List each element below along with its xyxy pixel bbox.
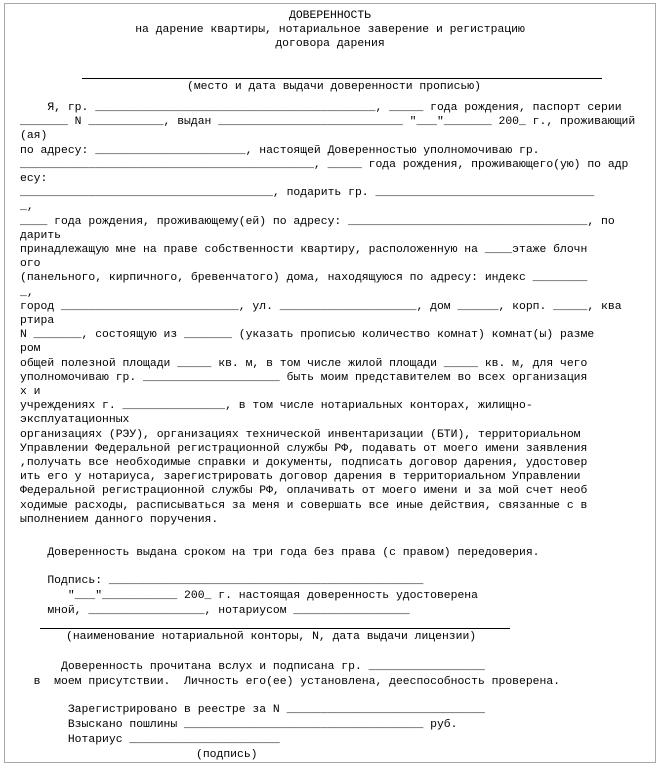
body-line: организациях (РЭУ), организациях технической инвентаризации (БТИ), территориальном bbox=[20, 428, 581, 441]
body-line: (панельного, кирпичного, бревенчатого) дома, находящуюся по адресу: индекс ________ bbox=[20, 272, 588, 285]
notary-line-3: мной, _________________, нотариусом _________________ bbox=[20, 605, 410, 617]
body-line: _, bbox=[20, 201, 34, 214]
body-line: принадлежащую мне на праве собственности квартиру, расположенную на ____этаже блочн bbox=[20, 244, 588, 256]
body-line: дарить bbox=[20, 229, 62, 242]
document-title: ДОВЕРЕННОСТЬ bbox=[288, 10, 372, 22]
issue-place-date-rule bbox=[82, 78, 602, 79]
body-line: ___________________________________________, _____ года рождения, проживающего(ую) по адр bbox=[20, 158, 629, 171]
signature-caption: (подпись) bbox=[196, 749, 258, 761]
body-line: ____ года рождения, проживающему(ей) по адресу: ___________________________________, по bbox=[20, 215, 615, 228]
body-line: _, bbox=[20, 286, 34, 299]
registry-line-1: Зарегистрировано в реестре за N _____________________________ bbox=[20, 704, 485, 716]
body-line: общей полезной площади _____ кв. м, в том числе жилой площади _____ кв. м, для чего bbox=[20, 357, 588, 370]
read-line-1: Доверенность прочитана вслух и подписана гр. _________________ bbox=[20, 661, 485, 673]
body-line: ртира bbox=[20, 315, 55, 327]
body-line: х и bbox=[20, 386, 41, 398]
notary-line-1: Подпись: ______________________________________________ bbox=[20, 575, 424, 587]
body-line: Я, гр. _________________________________________, _____ года рождения, паспорт серии bbox=[20, 102, 622, 114]
document-subtitle: на дарение квартиры, нотариальное заверение и регистрацию bbox=[135, 24, 525, 36]
registry-line-3: Нотариус ______________________ bbox=[20, 734, 280, 746]
registry-line-2: Взыскано пошлины ___________________________________ руб. bbox=[20, 719, 458, 731]
body-line: ить его у нотариуса, зарегистрировать договор дарения в территориальном Управлении bbox=[20, 471, 581, 484]
document-subtitle-2: договора дарения bbox=[275, 38, 385, 50]
body-line: _______ N ___________, выдан ___________________________ "___"_______ 200_ г., проживающий bbox=[20, 116, 636, 129]
body-line: ,получать все необходимые справки и документы, подписать договор дарения, удостовер bbox=[20, 457, 588, 469]
body-line: ходимые расходы, расписываться за меня и совершать все иные действия, связанные с в bbox=[20, 499, 588, 512]
body-line: город __________________________, ул. ____________________, дом ______, корп. _____, ква bbox=[20, 300, 622, 313]
body-line: _____________________________________, подарить гр. ________________________________ bbox=[20, 187, 595, 200]
read-line-2: в моем присутствии. Личность его(ее) установлена, дееспособность проверена. bbox=[20, 676, 561, 688]
body-line: ого bbox=[20, 258, 41, 271]
body-line: ром bbox=[20, 343, 41, 356]
body-line: ыполнением данного поручения. bbox=[20, 513, 219, 526]
body-line: Управлении Федеральной регистрационной службы РФ, подавать от моего имени заявления bbox=[20, 442, 588, 455]
body-line: Федеральной регистрационной службы РФ, оплачивать от моего имени и за мой счет необ bbox=[20, 485, 588, 498]
body-line: эксплуатационных bbox=[20, 414, 130, 427]
body-line: уполномочиваю гр. ____________________ быть моим представителем во всех организация bbox=[20, 371, 588, 384]
notary-caption: (наименование нотариальной конторы, N, дата выдачи лицензии) bbox=[66, 631, 477, 643]
notary-office-rule bbox=[40, 628, 510, 629]
notary-line-2: "___"___________ 200_ г. настоящая доверенность удостоверена bbox=[20, 590, 478, 602]
term-line: Доверенность выдана сроком на три года без права (с правом) передоверия. bbox=[20, 547, 540, 559]
body-line: по адресу: ______________________, настоящей Доверенностью уполномочиваю гр. bbox=[20, 144, 540, 157]
body-line: есу: bbox=[20, 173, 48, 185]
body-line: N _______, состоящую из _______ (указать прописью количество комнат) комнат(ы) разме bbox=[20, 329, 595, 342]
issue-caption: (место и дата выдачи доверенности прописью) bbox=[187, 81, 481, 93]
body-line: учреждениях г. _______________, в том числе нотариальных конторах, жилищно- bbox=[20, 400, 533, 413]
body-line: (ая) bbox=[20, 130, 48, 143]
